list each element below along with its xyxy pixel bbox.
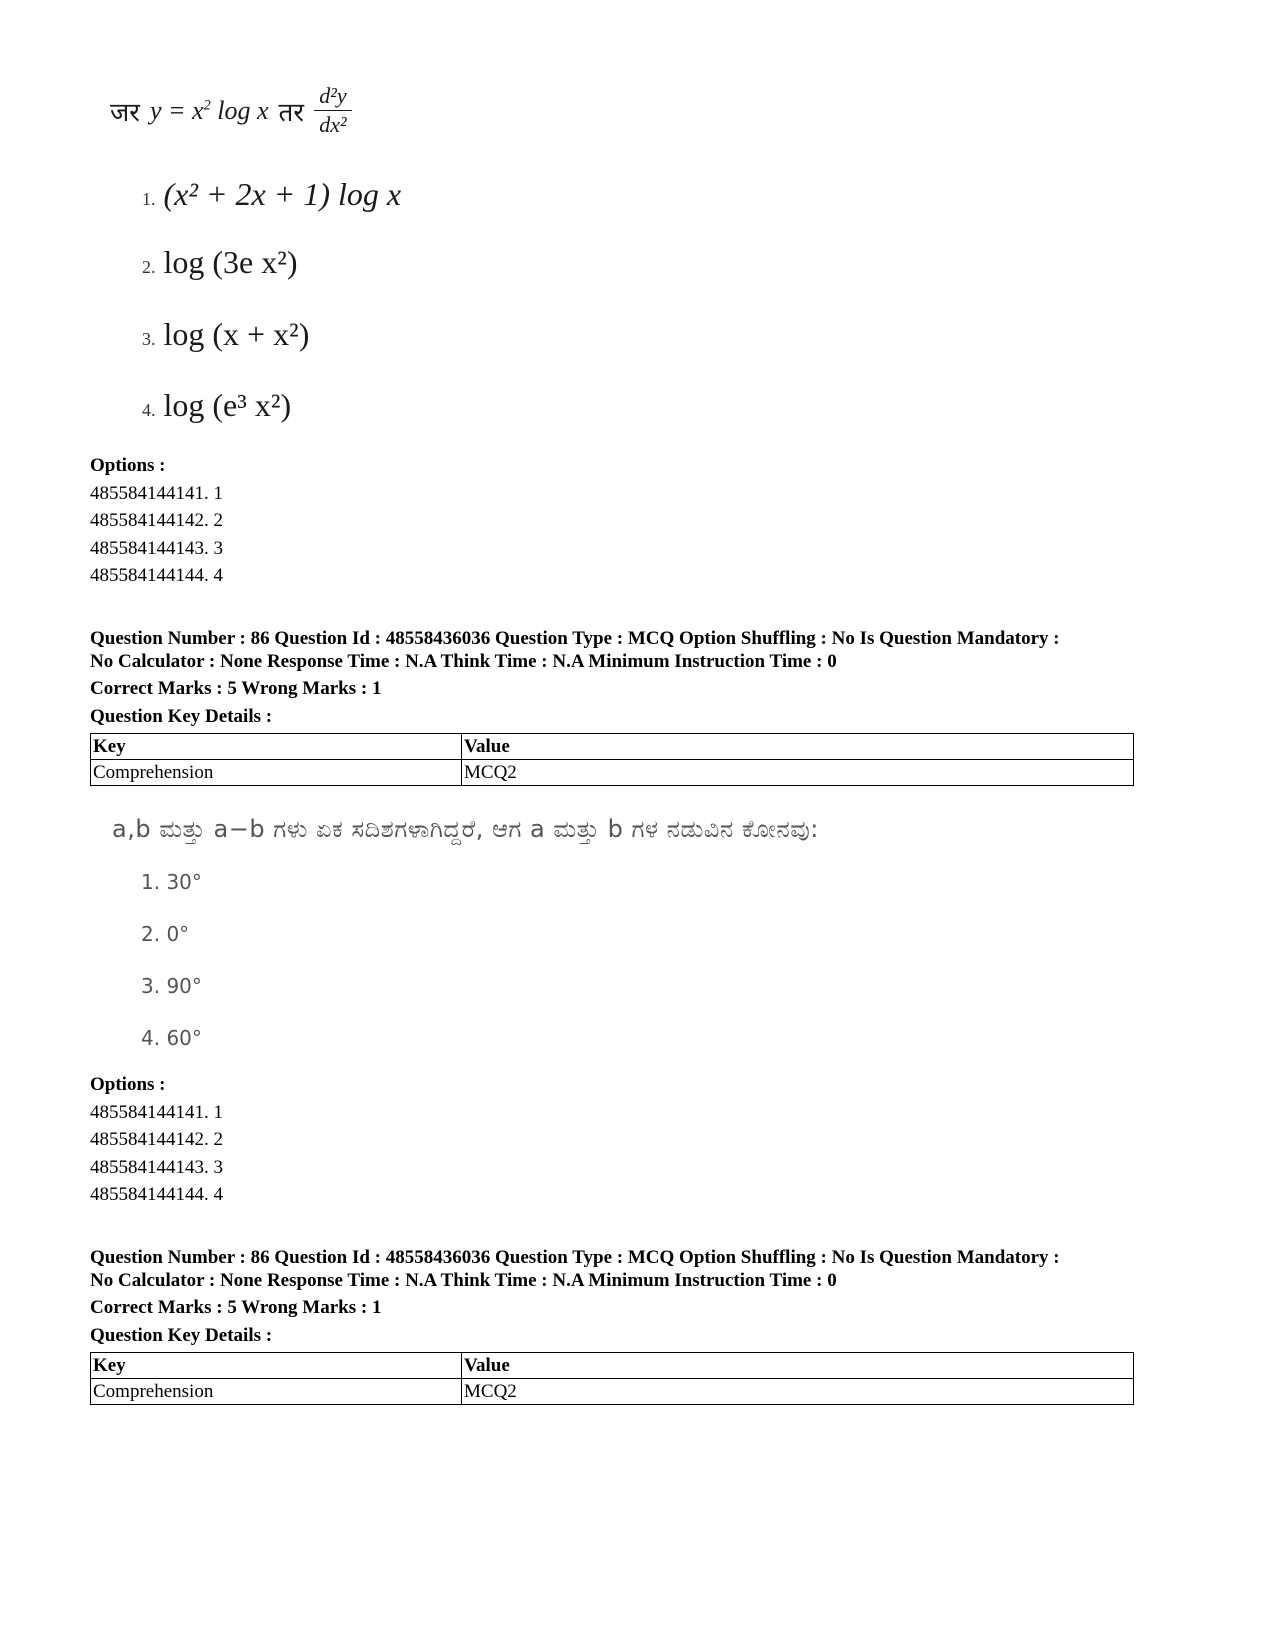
question-2-stem: a,b ಮತ್ತು a−b ಗಳು ಏಕ ಸದಿಶಗಳಾಗಿದ್ದರೆ, ಆಗ a ಮತ್ತು b ಗಳ ನಡುವಿನ ಕೋನವು: (112, 815, 819, 843)
table-row (91, 760, 1134, 786)
question-meta-line: No Calculator : None Response Time : N.A Think Time : N.A Minimum Instruction Time : 0 (90, 1270, 837, 1291)
option-item: 485584144141. 1 (90, 1101, 223, 1123)
table-cell-value: MCQ2 (462, 760, 1134, 786)
stem-suffix: तर (278, 97, 304, 127)
options-label: Options : (90, 1074, 166, 1095)
question-1-option: 4. log (e³ x²) (142, 387, 292, 423)
question-2-option: 4. 60° (141, 1026, 202, 1050)
option-item: 485584144143. 3 (90, 1156, 223, 1178)
question-1-option: 2. log (3e x²) (142, 244, 298, 280)
options-list-2 (90, 1071, 223, 1209)
option-item: 485584144141. 1 (90, 482, 223, 504)
question-meta-line: Question Number : 86 Question Id : 48558436036 Question Type : MCQ Option Shuffling : No Is Question Mandatory : (90, 628, 1060, 649)
question-1-option: 1. (x² + 2x + 1) log x (142, 176, 402, 212)
question-meta-1 (90, 627, 1150, 673)
option-item: 485584144144. 4 (90, 1184, 223, 1205)
table-header-key: Key (91, 734, 462, 760)
derivative-fraction: $\frac{\text{d²y}}{\text{dx²}}$ (314, 84, 352, 137)
table-header-key: Key (91, 1353, 462, 1379)
option-item: 485584144142. 2 (90, 1129, 223, 1150)
table-header-value: Value (462, 734, 1134, 760)
table-cell-key: Comprehension (91, 760, 462, 786)
key-details-table (90, 1352, 1134, 1405)
question-2-option: 2. 0° (141, 922, 190, 946)
question-2-option: 3. 90° (141, 974, 202, 998)
table-header-row (91, 734, 1134, 760)
question-meta-line: No Calculator : None Response Time : N.A Think Time : N.A Minimum Instruction Time : 0 (90, 651, 837, 672)
option-item: 485584144144. 4 (90, 565, 223, 586)
option-item: 485584144143. 3 (90, 537, 223, 559)
question-1-option: 3. log (x + x²) (142, 316, 310, 352)
option-item: 485584144142. 2 (90, 510, 223, 531)
key-details-label: Question Key Details : (90, 706, 273, 727)
marks-line: Correct Marks : 5 Wrong Marks : 1 (90, 678, 382, 699)
stem-equation: $y = x^2$ log x (149, 95, 269, 125)
table-cell-key: Comprehension (91, 1379, 462, 1405)
question-2-option: 1. 30° (141, 870, 202, 894)
options-label: Options : (90, 455, 166, 476)
table-header-row (91, 1353, 1134, 1379)
marks-line: Correct Marks : 5 Wrong Marks : 1 (90, 1297, 382, 1318)
stem-prefix: जर (110, 97, 140, 127)
options-list-1 (90, 452, 223, 590)
key-details-label: Question Key Details : (90, 1325, 273, 1346)
table-cell-value: MCQ2 (462, 1379, 1134, 1405)
table-header-value: Value (462, 1353, 1134, 1379)
question-meta-2 (90, 1246, 1150, 1292)
question-meta-line: Question Number : 86 Question Id : 48558436036 Question Type : MCQ Option Shuffling : No Is Question Mandatory : (90, 1247, 1060, 1268)
key-details-table (90, 733, 1134, 786)
question-1-stem (110, 84, 352, 137)
table-row (91, 1379, 1134, 1405)
